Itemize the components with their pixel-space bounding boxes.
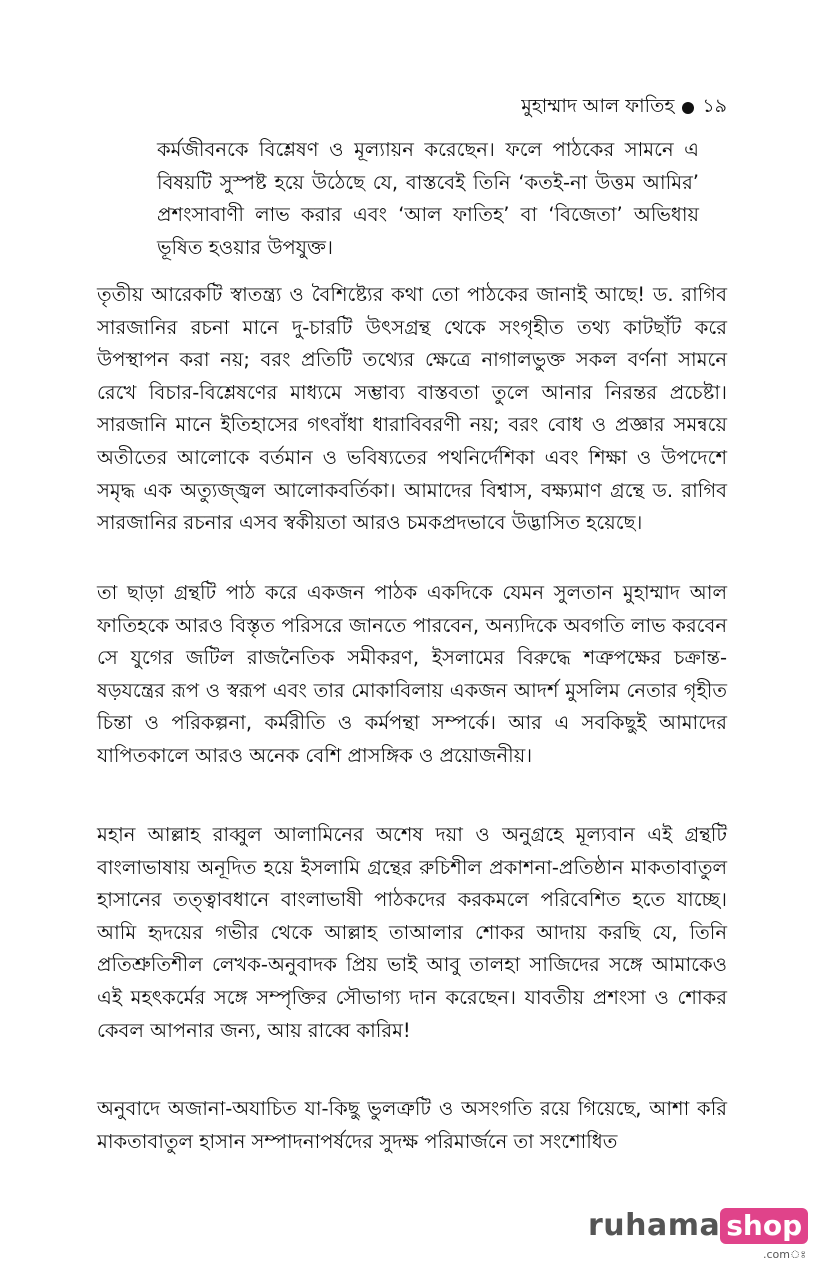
book-title: মুহাম্মাদ আল ফাতিহ xyxy=(521,95,675,117)
logo-ruhama-text: ruhama xyxy=(588,1208,721,1243)
indented-quote: কর্মজীবনকে বিশ্লেষণ ও মূল্যায়ন করেছেন। ফলে পাঠকের সামনে এ বিষয়টি সুস্পষ্ট হয়ে উঠেছে যে, বাস্তবেই তিনি ‘কতই-না উত্তম আমির’ প্রশংসাবাণী লাভ করার এবং ‘আল ফাতিহ’ বা ‘বিজেতা’ অভিধায় ভূষিত হওয়ার উপযুক্ত। xyxy=(157,138,699,259)
paragraph-2: তা ছাড়া গ্রন্থটি পাঠ করে একজন পাঠক একদিকে যেমন সুলতান মুহাম্মাদ আল ফাতিহকে আরও বিস্তৃত পরিসরে জানতে পারবেন, অন্যদিকে অবগতি লাভ করবেন সে যুগের জটিল রাজনৈতিক সমীকরণ, ইসলামের বিরুদ্ধে শত্রুপক্ষের চক্রান্ত-ষড়যন্ত্রের রূপ ও স্বরূপ এবং তার মোকাবিলায় একজন আদর্শ মুসলিম নেতার গৃহীত চিন্তা ও পরিকল্পনা, কর্মরীতি ও কর্মপন্থা সম্পর্কে। আর এ সবকিছুই আমাদের যাপিতকালে আরও অনেক বেশি প্রাসঙ্গিক ও প্রয়োজনীয়। xyxy=(97,581,727,767)
logo-shop-text: shop xyxy=(720,1208,808,1244)
paragraph-1: তৃতীয় আরেকটি স্বাতন্ত্র্য ও বৈশিষ্ট্যের কথা তো পাঠকের জানাই আছে! ড. রাগিব সারজানির রচনা মানে দু-চারটি উৎসগ্রন্থ থেকে সংগৃহীত তথ্য কাটছাঁট করে উপস্থাপন করা নয়; বরং প্রতিটি তথ্যের ক্ষেত্রে নাগালভুক্ত সকল বর্ণনা সামনে রেখে বিচার-বিশ্লেষণের মাধ্যমে সম্ভাব্য বাস্তবতা তুলে আনার নিরন্তর প্রচেষ্টা। সারজানি মানে ইতিহাসের গৎবাঁধা ধারাবিবরণী নয়; বরং বোধ ও প্রজ্ঞার সমন্বয়ে অতীতের আলোকে বর্তমান ও ভবিষ্যতের পথনির্দেশিকা এবং শিক্ষা ও উপদেশে সমৃদ্ধ এক অত্যুজ্জ্বল আলোকবর্তিকা। আমাদের বিশ্বাস, বক্ষ্যমাণ গ্রন্থে ড. রাগিব সারজানির রচনার এসব স্বকীয়তা আরও চমকপ্রদভাবে উদ্ভাসিত হয়েছে। xyxy=(97,283,727,535)
paragraph-4: অনুবাদে অজানা-অযাচিত যা-কিছু ভুলত্রুটি ও অসংগতি রয়ে গিয়েছে, আশা করি মাকতাবাতুল হাসান সম্পাদনাপর্ষদের সুদক্ষ পরিমার্জনে তা সংশোধিত xyxy=(97,1097,727,1153)
logo-shop-badge xyxy=(720,1208,808,1261)
ruhamashop-watermark-logo xyxy=(588,1208,808,1261)
logo-com-text: .comঃ xyxy=(763,1248,807,1261)
page-number: ১৯ xyxy=(702,95,727,117)
bullet-icon xyxy=(682,102,694,114)
paragraph-3: মহান আল্লাহ রাব্বুল আলামিনের অশেষ দয়া ও অনুগ্রহে মূল্যবান এই গ্রন্থটি বাংলাভাষায় অনূদিত হয়ে ইসলামি গ্রন্থের রুচিশীল প্রকাশনা-প্রতিষ্ঠান মাকতাবাতুল হাসানের তত্ত্বাবধানে বাংলাভাষী পাঠকদের করকমলে পরিবেশিত হতে যাচ্ছে। আমি হৃদয়ের গভীর থেকে আল্লাহ তাআলার শোকর আদায় করছি যে, তিনি প্রতিশ্রুতিশীল লেখক-অনুবাদক প্রিয় ভাই আবু তালহা সাজিদের সঙ্গে আমাকেও এই মহৎকর্মের সঙ্গে সম্পৃক্তির সৌভাগ্য দান করেছেন। যাবতীয় প্রশংসা ও শোকর কেবল আপনার জন্য, আয় রাব্বে কারিম! xyxy=(97,823,727,1042)
running-header xyxy=(521,92,727,124)
